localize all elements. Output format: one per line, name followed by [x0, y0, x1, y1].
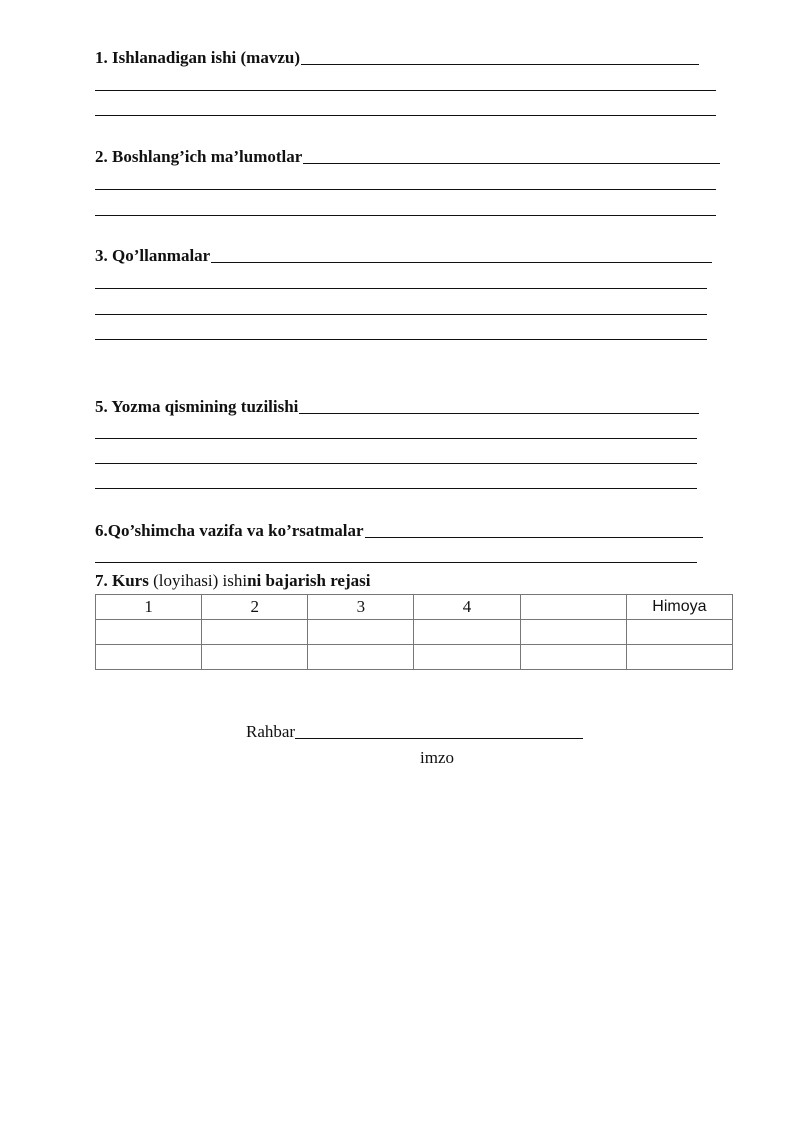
- plan-table-cell[interactable]: [626, 620, 732, 645]
- section-3-heading: [95, 246, 712, 266]
- plan-table-header-cell: 4: [414, 595, 520, 620]
- plan-table-cell[interactable]: [520, 645, 626, 670]
- plan-table-cell[interactable]: [626, 645, 732, 670]
- section-2-title: 2. Boshlang’ich ma’lumotlar: [95, 147, 303, 166]
- plan-table-header-cell: 3: [308, 595, 414, 620]
- section-7-title-loyihasi: (loyihasi) ishi: [148, 571, 248, 590]
- plan-table-header-cell: [520, 595, 626, 620]
- section-6-title: 6.Qo’shimcha vazifa va ko’rsatmalar: [95, 521, 364, 540]
- section-2-blank[interactable]: [303, 163, 720, 164]
- plan-table-header-cell: 1: [96, 595, 202, 620]
- section-1-line-2[interactable]: [95, 115, 716, 116]
- section-5-line-1[interactable]: [95, 438, 697, 439]
- section-2-line-1[interactable]: [95, 189, 716, 190]
- plan-table-cell[interactable]: [414, 645, 520, 670]
- plan-table-cell[interactable]: [202, 645, 308, 670]
- section-5-line-2[interactable]: [95, 463, 697, 464]
- section-6-heading: [95, 521, 703, 541]
- signature-line[interactable]: [295, 738, 583, 739]
- section-3-title: 3. Qo’llanmalar: [95, 246, 211, 265]
- plan-table-cell[interactable]: [202, 620, 308, 645]
- plan-table-header-row: [96, 595, 733, 620]
- plan-table-cell[interactable]: [414, 620, 520, 645]
- section-1-line-1[interactable]: [95, 90, 716, 91]
- supervisor-signature: [246, 722, 583, 742]
- section-2-line-2[interactable]: [95, 215, 716, 216]
- plan-table-cell[interactable]: [96, 620, 202, 645]
- section-5-blank[interactable]: [299, 413, 699, 414]
- signature-sublabel: imzo: [420, 748, 454, 767]
- section-3-line-3[interactable]: [95, 339, 707, 340]
- plan-table-header-himoya: Himoya: [626, 595, 732, 620]
- plan-table-cell[interactable]: [308, 645, 414, 670]
- section-3-line-2[interactable]: [95, 314, 707, 315]
- plan-table: [95, 594, 733, 670]
- section-3-line-1[interactable]: [95, 288, 707, 289]
- signature-label: Rahbar: [246, 722, 296, 741]
- section-7-title-rejasi: ni bajarish rejasi: [247, 571, 371, 590]
- section-7-heading: [95, 571, 370, 591]
- section-5-title: 5. Yozma qismining tuzilishi: [95, 397, 299, 416]
- section-6-line-1[interactable]: [95, 562, 697, 563]
- section-1-heading: [95, 48, 699, 68]
- section-1-title: 1. Ishlanadigan ishi (mavzu): [95, 48, 300, 67]
- section-7-title-kurs: 7. Kurs: [95, 571, 149, 590]
- table-row: [96, 645, 733, 670]
- section-2-heading: [95, 147, 720, 167]
- section-5-line-3[interactable]: [95, 488, 697, 489]
- section-5-heading: [95, 397, 699, 417]
- table-row: [96, 620, 733, 645]
- section-3-blank[interactable]: [211, 262, 712, 263]
- plan-table-cell[interactable]: [96, 645, 202, 670]
- section-6-blank[interactable]: [365, 537, 703, 538]
- section-1-blank[interactable]: [301, 64, 699, 65]
- plan-table-header-cell: 2: [202, 595, 308, 620]
- plan-table-cell[interactable]: [520, 620, 626, 645]
- plan-table-cell[interactable]: [308, 620, 414, 645]
